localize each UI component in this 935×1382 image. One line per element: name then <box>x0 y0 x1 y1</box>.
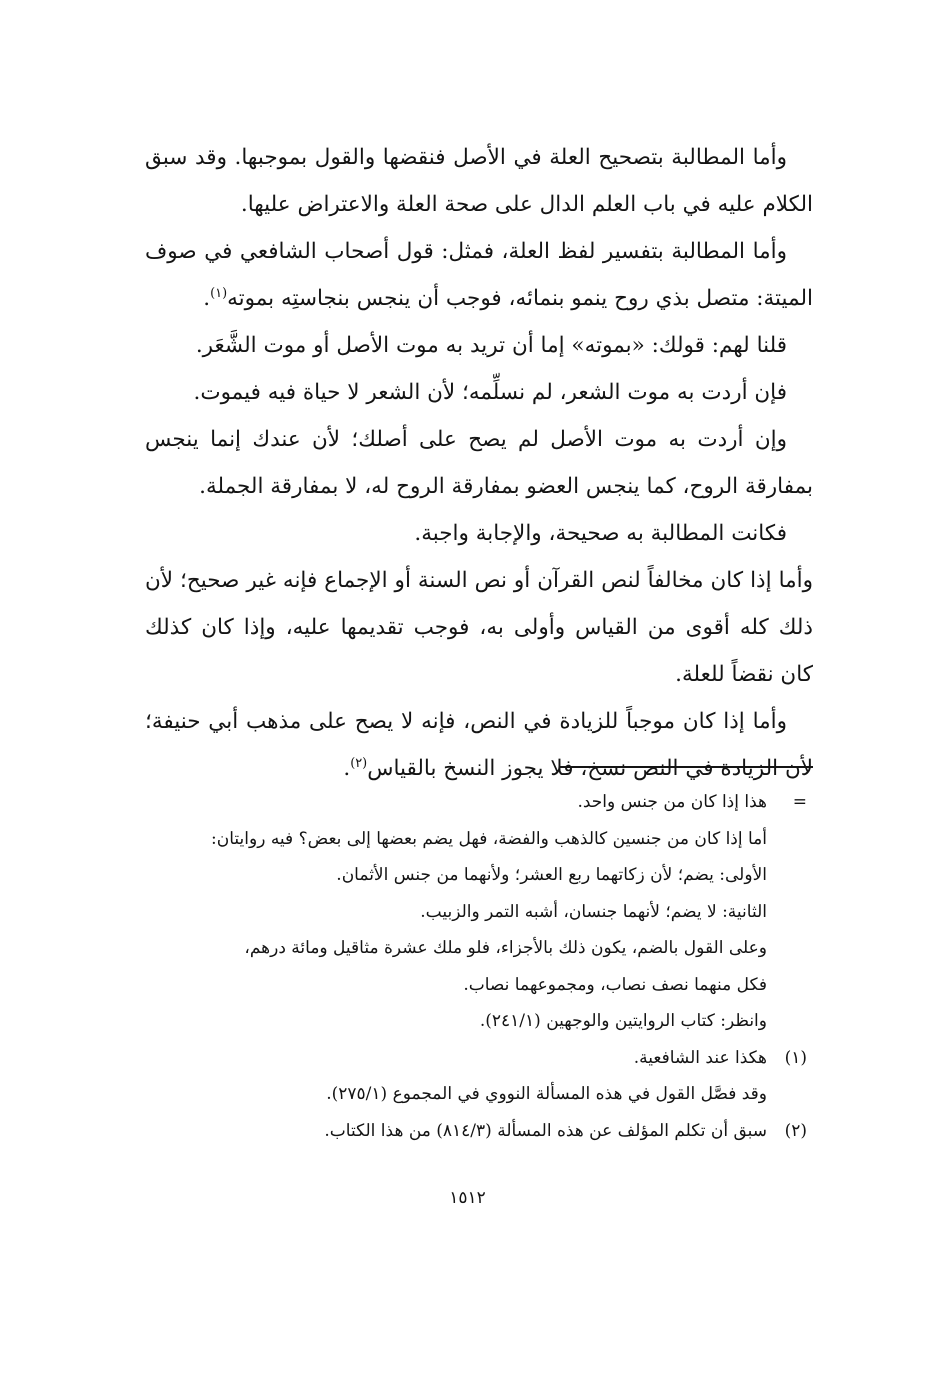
paragraph-1 <box>145 134 813 228</box>
page-number: ١٥١٢ <box>449 1188 486 1208</box>
paragraph-text: وأما المطالبة بتفسير لفظ العلة، فمثل: قول أصحاب الشافعي في صوف الميتة: متصل بذي روح ينمو بنمائه، فوجب أن ينجس بنجاستِه بموته <box>145 239 813 311</box>
paragraph-text: وأما إذا كان مخالفاً لنص القرآن أو نص السنة أو الإجماع فإنه غير صحيح؛ لأن ذلك كله أقوى من القياس وأولى به، فوجب تقديمها عليه، وإذا كان كذلك كان نقضاً للعلة. <box>145 568 813 687</box>
footnote-text <box>145 1040 767 1113</box>
paragraph-text: فكانت المطالبة به صحيحة، والإجابة واجبة. <box>414 521 787 546</box>
footnote-line: هذا إذا كان من جنس واحد. <box>577 792 767 812</box>
footnotes <box>145 784 813 1149</box>
paragraph-3 <box>145 322 813 369</box>
paragraph-text: فإن أردت به موت الشعر، لم نسلِّمه؛ لأن الشعر لا حياة فيه فيموت. <box>193 380 787 405</box>
footnote-line: الثانية: لا يضم؛ لأنهما جنسان، أشبه التمر والزبيب. <box>420 901 767 922</box>
paragraph-text: وإن أردت به موت الأصل لم يصح على أصلك؛ لأن عندك إنما ينجس بمفارقة الروح، كما ينجس العضو بمفارقة الروح له، لا بمفارقة الجملة. <box>145 427 813 499</box>
footnote-line: فكل منهما نصف نصاب، ومجموعهما نصاب. <box>463 974 767 995</box>
paragraph-2 <box>145 228 813 322</box>
footnote-line: وانظر: كتاب الروايتين والوجهين (٢٤١/١). <box>479 1011 767 1031</box>
paragraph-text: وأما إذا كان موجباً للزيادة في النص، فإنه لا يصح على مذهب أبي حنيفة؛ لأن الزيادة في النص نسخ، فلا يجوز النسخ بالقياس <box>145 709 813 781</box>
paragraph-8 <box>145 698 813 792</box>
footnote-1 <box>145 1040 813 1113</box>
paragraph-7 <box>145 557 813 698</box>
footnote-text <box>145 1113 767 1150</box>
paragraph-text: وأما المطالبة بتصحيح العلة في الأصل فنقضها والقول بموجبها. وقد سبق الكلام عليه في باب العلم الدال على صحة العلة والاعتراض عليها. <box>145 145 813 217</box>
footnote-line: وعلى القول بالضم، يكون ذلك بالأجزاء، فلو ملك عشرة مثاقيل ومائة درهم، <box>244 938 767 958</box>
paragraph-end: . <box>203 286 211 311</box>
footnote-line: أما إذا كان من جنسين كالذهب والفضة، فهل يضم بعضها إلى بعض؟ فيه روايتان: <box>211 828 767 849</box>
footnote-1-marker: (١) <box>784 1047 807 1068</box>
paragraph-text: قلنا لهم: قولك: «بموته» إما أن تريد به موت الأصل أو موت الشَّعَر. <box>195 333 787 358</box>
footnote-2 <box>145 1113 813 1150</box>
footnote-line: سبق أن تكلم المؤلف عن هذه المسألة (٨١٤/٣) من هذا الكتاب. <box>324 1120 767 1141</box>
footnote-text <box>145 784 767 1040</box>
main-text <box>145 134 813 792</box>
footnote-ref-1[interactable]: (١) <box>210 285 228 301</box>
footnote-separator <box>560 766 813 768</box>
footnote-2-marker: (٢) <box>784 1120 807 1141</box>
paragraph-end: . <box>343 756 351 781</box>
footnote-line: الأولى: يضم؛ لأن زكاتهما ربع العشر؛ ولأنهما من جنس الأثمان. <box>336 865 767 885</box>
paragraph-6 <box>145 510 813 557</box>
paragraph-5 <box>145 416 813 510</box>
paragraph-4 <box>145 369 813 416</box>
footnote-ref-2[interactable]: (٢) <box>350 755 368 771</box>
footnote-continuation <box>145 784 813 1040</box>
footnote-line: وقد فصَّل القول في هذه المسألة النووي في المجموع (٢٧٥/١). <box>326 1084 767 1104</box>
continuation-marker: = <box>792 792 807 812</box>
footnote-line: هكذا عند الشافعية. <box>633 1047 767 1068</box>
